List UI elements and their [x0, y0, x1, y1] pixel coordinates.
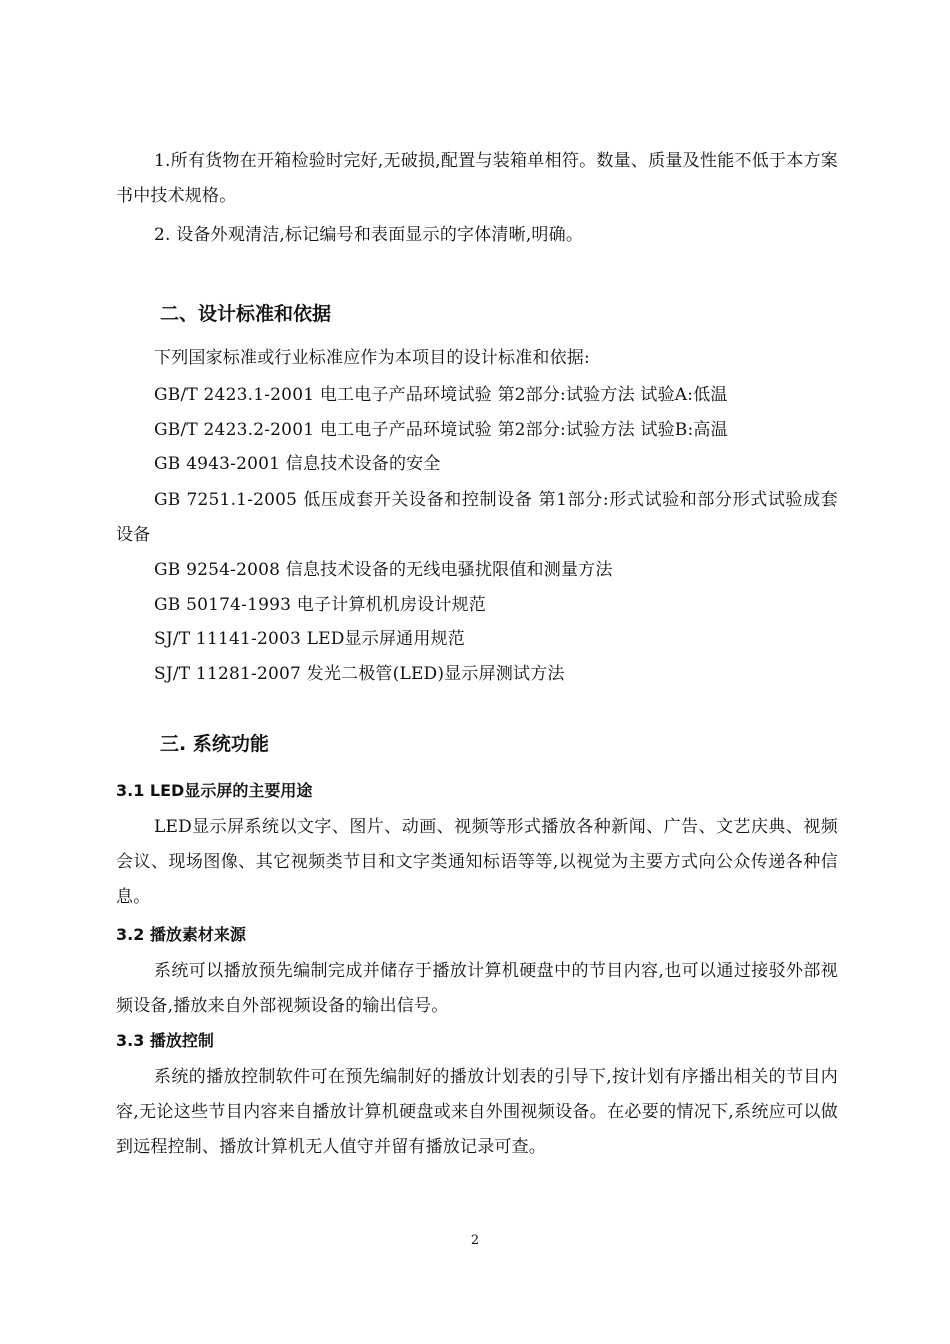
standard-item: GB 9254-2008 信息技术设备的无线电骚扰限值和测量方法	[154, 560, 613, 580]
acceptance-item-1: 1.所有货物在开箱检验时完好,无破损,配置与装箱单相符。数量、质量及性能不低于本方案书中技术规格。	[116, 151, 838, 206]
standard-item: SJ/T 11281-2007 发光二极管(LED)显示屏测试方法	[154, 664, 565, 684]
standard-item: GB 7251.1-2005 低压成套开关设备和控制设备 第1部分:形式试验和部分形式试验成套设备	[116, 490, 838, 545]
standard-item: SJ/T 11141-2003 LED显示屏通用规范	[154, 629, 465, 649]
acceptance-item-2: 2. 设备外观清洁,标记编号和表面显示的字体清晰,明确。	[154, 225, 584, 245]
subsection-3-1-text: LED显示屏系统以文字、图片、动画、视频等形式播放各种新闻、广告、文艺庆典、视频会议、现场图像、其它视频类节目和文字类通知标语等等,以视觉为主要方式向公众传递各种信息。	[116, 817, 838, 907]
page-number: 2	[470, 1233, 480, 1248]
section-2-intro: 下列国家标准或行业标准应作为本项目的设计标准和依据:	[154, 348, 590, 368]
standard-item: GB 4943-2001 信息技术设备的安全	[154, 454, 441, 474]
section-3-heading: 三. 系统功能	[160, 733, 269, 755]
subsection-3-2-text: 系统可以播放预先编制完成并储存于播放计算机硬盘中的节目内容,也可以通过接驳外部视频设备,播放来自外部视频设备的输出信号。	[116, 961, 838, 1016]
standard-item: GB/T 2423.1-2001 电工电子产品环境试验 第2部分:试验方法 试验A:低温	[154, 385, 728, 405]
subsection-3-3-text: 系统的播放控制软件可在预先编制好的播放计划表的引导下,按计划有序播出相关的节目内容,无论这些节目内容来自播放计算机硬盘或来自外围视频设备。在必要的情况下,系统应可以做到远程控制、播放计算机无人值守并留有播放记录可查。	[116, 1067, 838, 1157]
subsection-3-1-title: 3.1 LED显示屏的主要用途	[116, 781, 313, 800]
subsection-3-2-title: 3.2 播放素材来源	[116, 925, 246, 944]
standard-item: GB/T 2423.2-2001 电工电子产品环境试验 第2部分:试验方法 试验B:高温	[154, 420, 728, 440]
standard-item: GB 50174-1993 电子计算机机房设计规范	[154, 595, 486, 615]
section-2-heading: 二、设计标准和依据	[160, 303, 332, 325]
subsection-3-3-title: 3.3 播放控制	[116, 1031, 214, 1050]
